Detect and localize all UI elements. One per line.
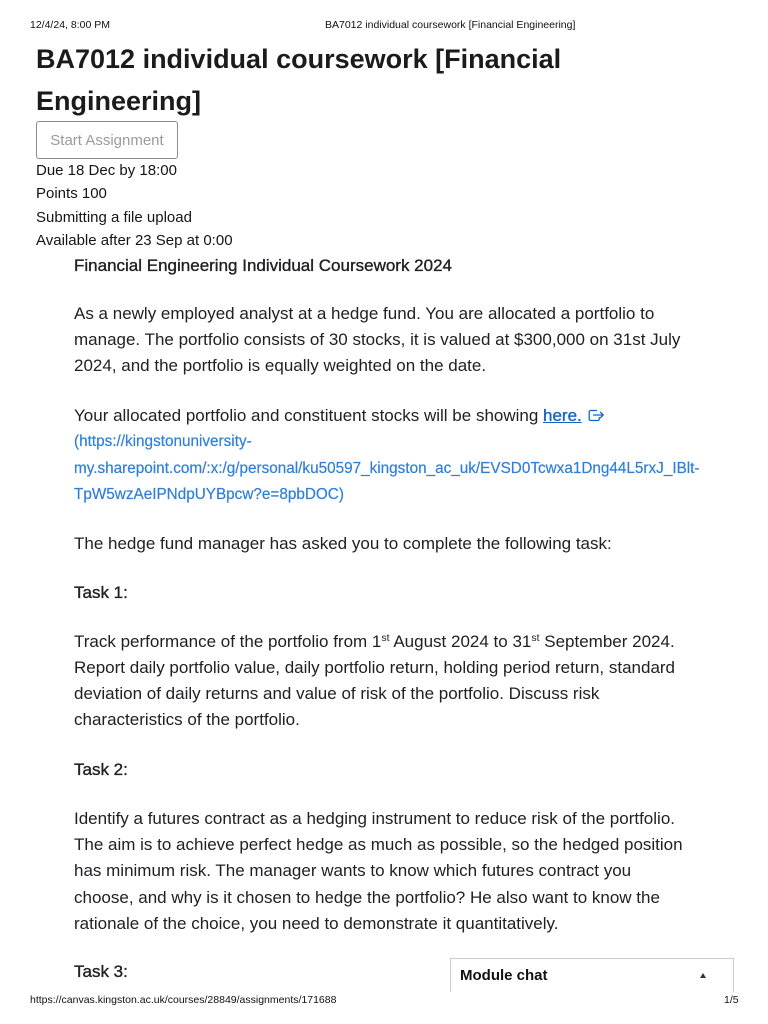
task-1-line: deviation of daily returns and value of risk of the portfolio. Discuss risk [74,684,600,703]
task-1-text-segment: Track performance of the portfolio from 1 [74,632,382,651]
portfolio-link-lead-text: Your allocated portfolio and constituent stocks will be showing [74,406,539,425]
print-page-title: BA7012 individual coursework [Financial Engineering] [325,19,576,31]
module-chat-toggle[interactable] [451,959,733,992]
description-heading: Financial Engineering Individual Coursework 2024 [74,256,453,275]
task-prompt-block [74,531,612,557]
task-1-body [74,629,675,733]
task-2-line: Identify a futures contract as a hedging instrument to reduce risk of the portfolio. [74,809,675,828]
intro-line: manage. The portfolio consists of 30 stocks, it is valued at $300,000 on 31st July [74,330,681,349]
print-page-url: https://canvas.kingston.ac.uk/courses/28849/assignments/171688 [30,994,337,1006]
print-page-number: 1/5 [724,994,739,1006]
module-chat-widget [450,958,734,992]
task-3-heading-block [74,959,128,985]
task-2-line: choose, and why is it chosen to hedge the portfolio? He also want to know the [74,887,660,907]
task-1-line: Report daily portfolio value, daily portfolio return, holding period return, standard [74,658,676,677]
start-assignment-button[interactable]: Start Assignment [36,121,178,159]
submission-type: Submitting a file upload [36,208,192,226]
task-1-line: characteristics of the portfolio. [74,710,300,729]
portfolio-link-paragraph [74,403,700,508]
intro-paragraph [74,301,680,379]
task-1-text-segment: September 2024. [539,632,675,651]
task-1-line [74,629,675,655]
portfolio-url-line[interactable]: TpW5wzAeIPNdpUYBpcw?e=8pbDOC) [74,485,344,503]
assignment-details [36,159,233,252]
portfolio-link[interactable]: here. [543,406,582,425]
intro-line: As a newly employed analyst at a hedge fund. You are allocated a portfolio to [74,304,655,323]
portfolio-url-line[interactable]: my.sharepoint.com/:x:/g/personal/ku50597_kingston_ac_uk/EVSD0Tcwxa1Dng44L5rxJ_IBlt- [74,459,700,477]
task-3-heading: Task 3: [74,962,128,981]
print-datetime: 12/4/24, 8:00 PM [30,19,110,31]
ordinal-superscript: st [531,632,540,644]
task-2-heading: Task 2: [74,760,128,779]
external-link-icon[interactable] [587,408,605,422]
task-1-text-segment: August 2024 to 31 [389,632,532,651]
assignment-title: BA7012 individual coursework [Financial Engineering] [36,44,562,116]
portfolio-url-line[interactable]: (https://kingstonuniversity- [74,433,252,451]
task-1-heading: Task 1: [74,583,128,602]
ordinal-superscript: st [381,632,390,644]
task-2-heading-block [74,757,128,783]
task-2-body [74,806,683,937]
module-chat-title: Module chat [460,967,548,984]
availability: Available after 23 Sep at 0:00 [36,231,233,249]
task-2-line: rationale of the choice, you need to demonstrate it quantitatively. [74,913,559,933]
task-2-line: has minimum risk. The manager wants to know which futures contract you [74,861,632,881]
description-heading-block [74,253,452,279]
intro-line: 2024, and the portfolio is equally weighted on the date. [74,356,487,375]
task-prompt: The hedge fund manager has asked you to complete the following task: [74,534,612,553]
points: Points 100 [36,185,107,203]
caret-up-icon [700,973,706,978]
due-date: Due 18 Dec by 18:00 [36,162,177,179]
task-2-line: The aim is to achieve perfect hedge as much as possible, so the hedged position [74,835,683,855]
task-1-heading-block [74,580,128,606]
portfolio-link-line [74,403,700,429]
